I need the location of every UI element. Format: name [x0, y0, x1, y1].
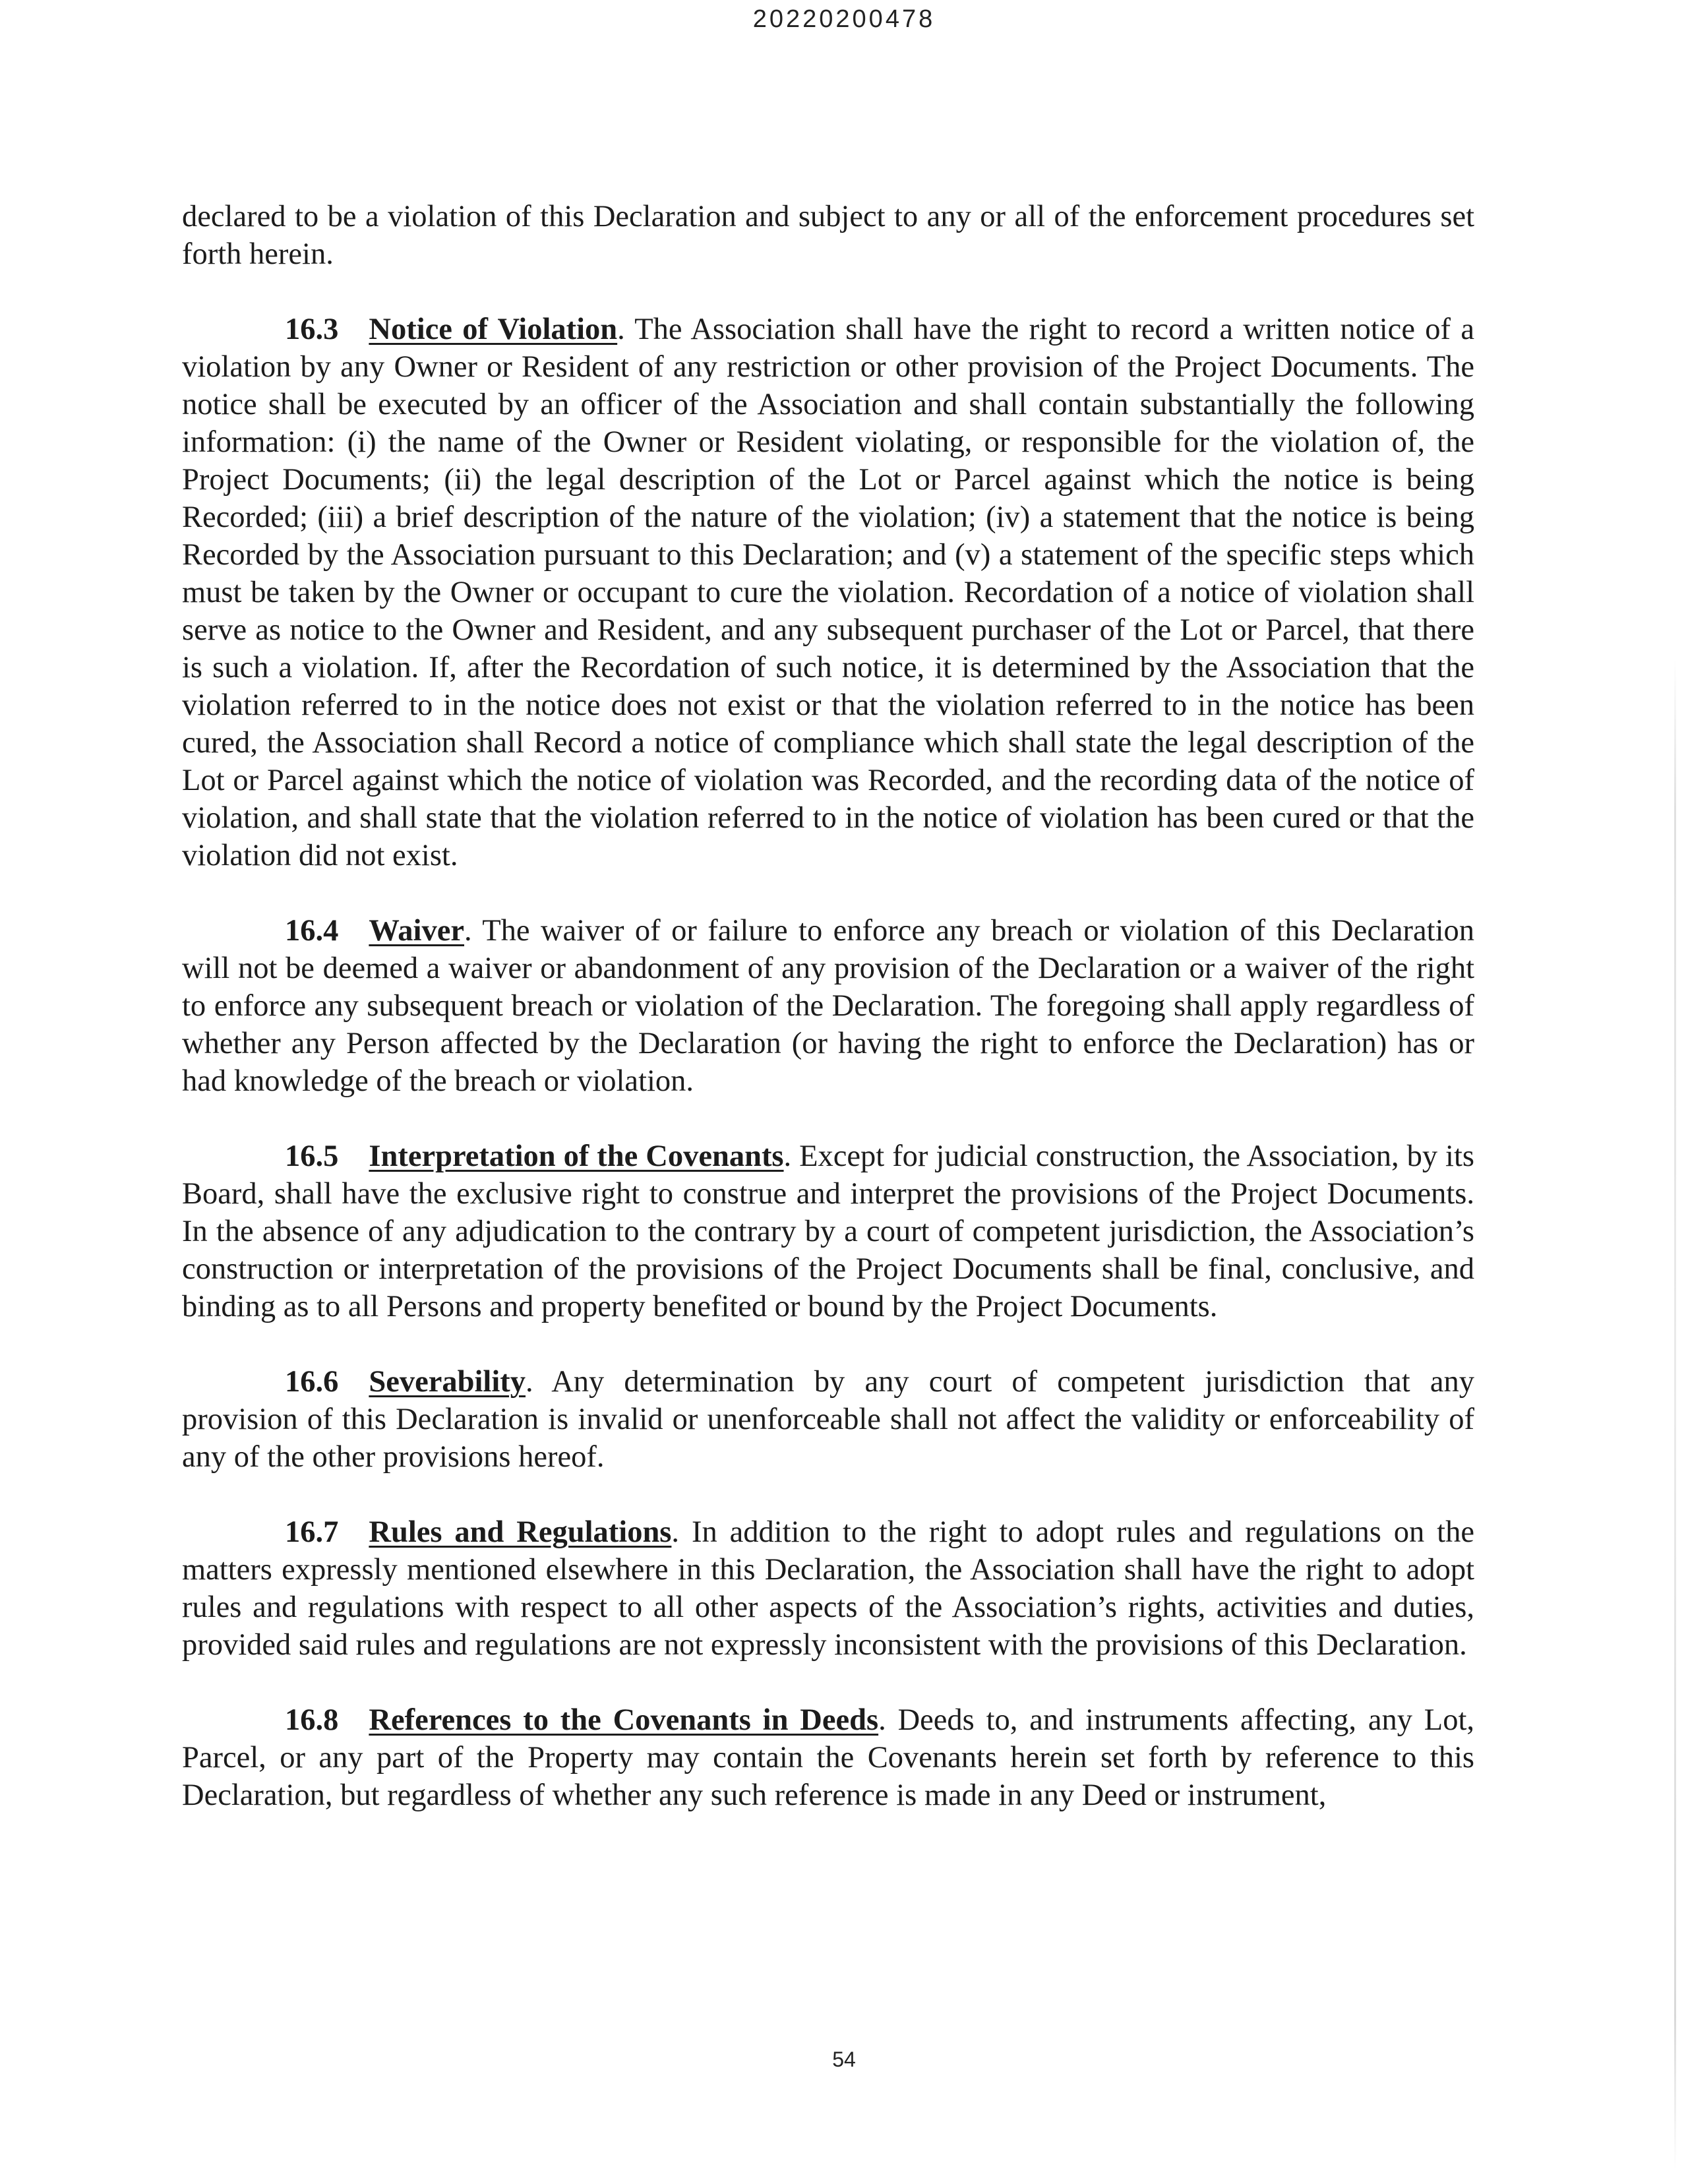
scan-edge-artifact — [1674, 659, 1676, 2169]
opening-paragraph: declared to be a violation of this Declaration and subject to any or all of the enforcement procedures set forth herein. — [182, 200, 1474, 271]
section-16-3: 16.3 Notice of Violation. The Association shall have the right to record a written notice of a violation by any Owner or Resident of any restriction or other provision of the Project Documents. The notice shall be executed by an officer of the Association and shall contain substantially the following information: (i) the name of the Owner or Resident violating, or responsible for the violation of, the Project Documents; (ii) the legal description of the Lot or Parcel against which the notice is being Recorded; (iii) a brief description of the nature of the violation; (iv) a statement that the notice is being Recorded by the Association pursuant to this Declaration; and (v) a statement of the specific steps which must be taken by the Owner or occupant to cure the violation. Recordation of a notice of violation shall serve as notice to the Owner and Resident, and any subsequent purchaser of the Lot or Parcel, that there is such a violation. If, after the Recordation of such notice, it is determined by the Association that the violation referred to in the notice does not exist or that the violation referred to in the notice has been cured, the Association shall Record a notice of compliance which shall state the legal description of the Lot or Parcel against which the notice of violation was Recorded, and the recording data of the notice of violation, and shall state that the violation referred to in the notice of violation has been cured or that the violation did not exist. — [182, 311, 1474, 874]
section-16-4: 16.4 Waiver. The waiver of or failure to enforce any breach or violation of this Declaration will not be deemed a waiver or abandonment of any provision of the Declaration or a waiver of the right to enforce any subsequent breach or violation of the Declaration. The foregoing shall apply regardless of whether any Person affected by the Declaration (or having the right to enforce the Declaration) has or had knowledge of the breach or violation. — [182, 912, 1474, 1100]
section-body: Except for judicial construction, the Association, by its Board, shall have the exclusive right to construe and interpret the provisions of the Project Documents. In the absence of any adjudication to the contrary by a court of competent jurisdiction, the Association’s construction or interpretation of the provisions of the Project Documents shall be final, conclusive, and binding as to all Persons and property benefited or bound by the Project Documents. — [182, 1139, 1474, 1323]
section-16-7: 16.7 Rules and Regulations. In addition to the right to adopt rules and regulations on the matters expressly mentioned elsewhere in this Declaration, the Association shall have the right to adopt rules and regulations with respect to all other aspects of the Association’s rights, activities and duties, provided said rules and regulations are not expressly inconsistent with the provisions of this Declaration. — [182, 1513, 1474, 1664]
section-body: The waiver of or failure to enforce any breach or violation of this Declaration will not be deemed a waiver or abandonment of any provision of the Declaration or a waiver of the right to enforce any subsequent breach or violation of the Declaration. The foregoing shall apply regardless of whether any Person affected by the Declaration (or having the right to enforce the Declaration) has or had knowledge of the breach or violation. — [182, 914, 1474, 1098]
section-16-5: 16.5 Interpretation of the Covenants. Except for judicial construction, the Association, by its Board, shall have the exclusive right to construe and interpret the provisions of the Project Documents. In the absence of any adjudication to the contrary by a court of competent jurisdiction, the Association’s construction or interpretation of the provisions of the Project Documents shall be final, conclusive, and binding as to all Persons and property benefited or bound by the Project Documents. — [182, 1138, 1474, 1325]
section-number: 16.3 — [285, 313, 339, 346]
section-body: Deeds to, and instruments affecting, any Lot, Parcel, or any part of the Property may contain the Covenants herein set forth by reference to this Declaration, but regardless of whether any such reference is made in any Deed or instrument, — [182, 1703, 1474, 1812]
section-body: In addition to the right to adopt rules and regulations on the matters expressly mentioned elsewhere in this Declaration, the Association shall have the right to adopt rules and regulations with respect to all other aspects of the Association’s rights, activities and duties, provided said rules and regulations are not expressly inconsistent with the provisions of this Declaration. — [182, 1515, 1474, 1662]
section-16-6: 16.6 Severability. Any determination by any court of competent jurisdiction that any provision of this Declaration is invalid or unenforceable shall not affect the validity or enforceability of any of the other provisions hereof. — [182, 1363, 1474, 1476]
section-body: Any determination by any court of competent jurisdiction that any provision of this Declaration is invalid or unenforceable shall not affect the validity or enforceability of any of the other provisions hereof. — [182, 1365, 1475, 1474]
section-number: 16.8 — [285, 1703, 339, 1737]
section-title: Notice of Violation — [369, 313, 618, 346]
document-body — [182, 198, 1474, 1852]
section-title: Waiver — [369, 914, 465, 948]
section-number: 16.5 — [285, 1139, 339, 1173]
section-body: The Association shall have the right to record a written notice of a violation by any Owner or Resident of any restriction or other provision of the Project Documents. The notice shall be executed by an officer of the Association and shall contain substantially the following information: (i) the name of the Owner or Resident violating, or responsible for the violation of, the Project Documents; (ii) the legal description of the Lot or Parcel against which the notice is being Recorded; (iii) a brief description of the nature of the violation; (iv) a statement that the notice is being Recorded by the Association pursuant to this Declaration; and (v) a statement of the specific steps which must be taken by the Owner or occupant to cure the violation. Recordation of a notice of violation shall serve as notice to the Owner and Resident, and any subsequent purchaser of the Lot or Parcel, that there is such a violation. If, after the Recordation of such notice, it is determined by the Association that the violation referred to in the notice does not exist or that the violation referred to in the notice has been cured, the Association shall Record a notice of compliance which shall state the legal description of the Lot or Parcel against which the notice of violation was Recorded, and the recording data of the notice of violation, and shall state that the violation referred to in the notice of violation has been cured or that the violation did not exist. — [182, 313, 1474, 872]
page-number: 54 — [832, 2048, 856, 2071]
section-title: Interpretation of the Covenants — [369, 1139, 784, 1173]
section-number: 16.4 — [285, 914, 339, 948]
section-title: References to the Covenants in Deeds — [369, 1703, 879, 1737]
section-title: Rules and Regulations — [369, 1515, 672, 1549]
section-title: Severability — [369, 1365, 526, 1399]
section-number: 16.7 — [285, 1515, 339, 1549]
document-number: 20220200478 — [752, 5, 936, 33]
section-16-8: 16.8 References to the Covenants in Deeds. Deeds to, and instruments affecting, any Lot, Parcel, or any part of the Property may contain the Covenants herein set forth by reference to this Declaration, but regardless of whether any such reference is made in any Deed or instrument, — [182, 1701, 1474, 1814]
section-number: 16.6 — [285, 1365, 339, 1399]
